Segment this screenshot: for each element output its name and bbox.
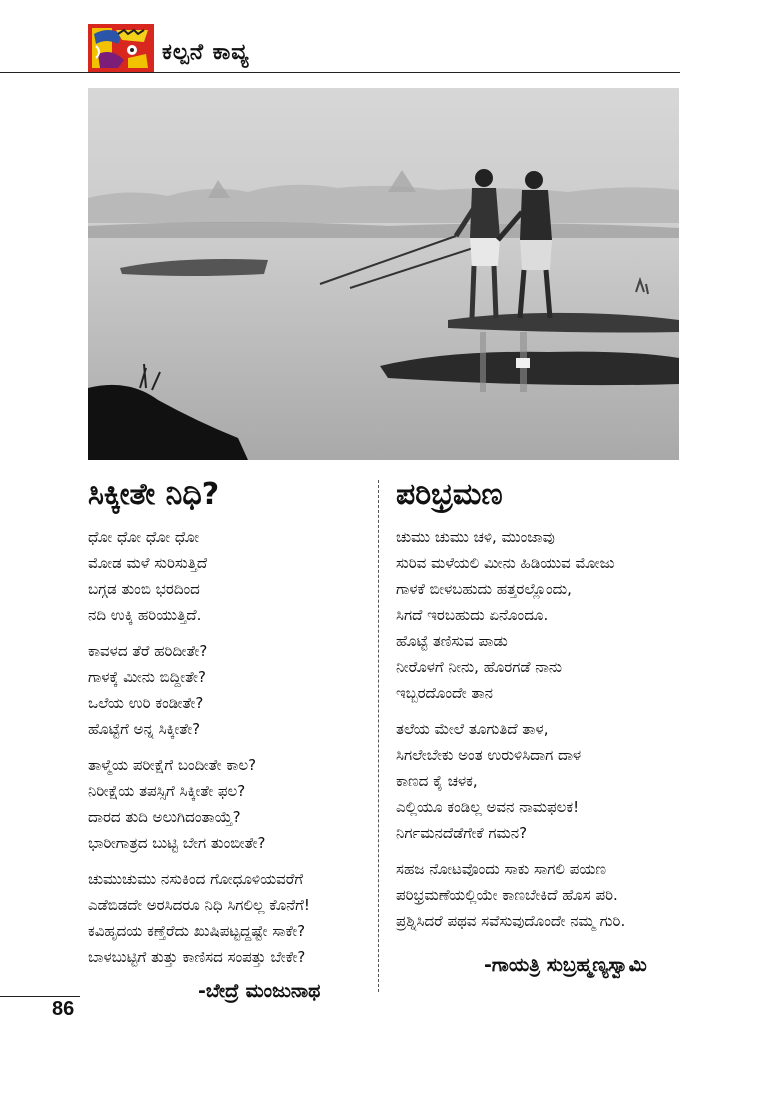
poem-line: ಚುಮುಚುಮು ನಸುಕಿಂದ ಗೋಧೂಳಿಯವರೆಗೆ (88, 870, 304, 888)
stanza (88, 866, 368, 970)
section-title: ಕಲ್ಪನೆ ಕಾವ್ಯ (162, 40, 250, 65)
poem-line: ಸಿಗಲೇಬೇಕು ಅಂತ ಉರುಳಿಸಿದಾಗ ದಾಳ (396, 746, 582, 764)
poem-line: ನಿರ್ಗಮನದೆಡೆಗೇಕೆ ಗಮನ? (396, 824, 528, 842)
stanza (396, 716, 696, 846)
poem-line: ನೀರೊಳಗೆ ನೀನು, ಹೊರಗಡೆ ನಾನು (396, 658, 562, 676)
poem-line: ನಿರೀಕ್ಷೆಯ ತಪಸ್ಸಿಗೆ ಸಿಕ್ಕೀತೇ ಫಲ? (88, 782, 246, 800)
stanza (88, 638, 368, 742)
poem-line: ಸಹಜ ನೋಟವೊಂದು ಸಾಕು ಸಾಗಲಿ ಪಯಣ (396, 860, 607, 878)
poem-line: ಸಿಗದೆ ಇರಬಹುದು ಏನೊಂದೂ. (396, 606, 549, 624)
page-number: 86 (52, 998, 75, 1020)
header-divider (0, 72, 680, 73)
poem-title: ಸಿಕ್ಕೀತೇ ನಿಧಿ? (88, 477, 220, 512)
poem-line: ತಲೆಯ ಮೇಲೆ ತೂಗುತಿದೆ ತಾಳ, (396, 720, 549, 738)
poem-author: -ಗಾಯತ್ರಿ ಸುಬ್ರಹ್ಮಣ್ಯಸ್ವಾಮಿ (484, 954, 647, 976)
poem-line: ದಾರದ ತುದಿ ಅಲುಗಿದಂತಾಯ್ತೆ? (88, 808, 241, 826)
poem-line: ಸುರಿವ ಮಳೆಯಲಿ ಮೀನು ಹಿಡಿಯುವ ಮೋಜು (396, 554, 615, 572)
stanza (396, 856, 696, 934)
poem-line: ಚುಮು ಚುಮು ಚಳಿ, ಮುಂಜಾವು (396, 528, 555, 546)
poem-line: ಧೋ ಧೋ ಧೋ ಧೋ (88, 528, 200, 546)
poem-line: ತಾಳ್ಮೆಯ ಪರೀಕ್ಷೆಗೆ ಬಂದೀತೇ ಕಾಲ? (88, 756, 257, 774)
stanza (88, 524, 368, 628)
stanza (396, 524, 696, 706)
poem-author: -ಬೇದ್ರೆ ಮಂಜುನಾಥ (198, 980, 321, 1002)
fishermen-photo (88, 88, 679, 460)
poem-line: ಭಾರೀಗಾತ್ರದ ಬುಟ್ಟಿ ಬೇಗ ತುಂಬೀತೇ? (88, 834, 266, 852)
poem-line: ಮೋಡ ಮಳೆ ಸುರಿಸುತ್ತಿದೆ (88, 554, 208, 572)
poem-line: ಕಾಣದ ಕೈ ಚಳಕ, (396, 772, 478, 790)
poem-line: ಕವಿಹೃದಯ ಕಣ್ತೆರೆದು ಖುಷಿಪಟ್ಟದ್ದಷ್ಟೇ ಸಾಕೇ? (88, 922, 306, 940)
poem-line: ಇಬ್ಬರದೊಂದೇ ತಾನ (396, 684, 494, 702)
poem-line: ಹೊಟ್ಟೆ ತಣಿಸುವ ಪಾಡು (396, 632, 508, 650)
poem-line: ಕಾವಳದ ತೆರೆ ಹರಿದೀತೇ? (88, 642, 208, 660)
poem-line: ಗಾಳಕೆ ಬೀಳಬಹುದು ಹತ್ತರಲ್ಲೊಂದು, (396, 580, 572, 598)
poem-sikkite-nidhi (88, 476, 368, 1002)
poem-line: ಹೊಟ್ಟೆಗೆ ಅನ್ನ ಸಿಕ್ಕೀತೇ? (88, 720, 201, 738)
stanza (88, 752, 368, 856)
poem-line: ಬಗ್ಗಡ ತುಂಬಿ ಭರದಿಂದ (88, 580, 200, 598)
poem-line: ಎಲ್ಲಿಯೂ ಕಂಡಿಲ್ಲ ಅವನ ನಾಮಫಲಕ! (396, 798, 580, 816)
poem-line: ಒಲೆಯ ಉರಿ ಕಂಡೀತೇ? (88, 694, 204, 712)
footer-divider (0, 996, 80, 997)
section-logo-icon (88, 24, 154, 72)
poem-paribhramana (396, 476, 696, 976)
poem-line: ಬಾಳಬುಟ್ಟಿಗೆ ತುತ್ತು ಕಾಣಿಸದ ಸಂಪತ್ತು ಬೇಕೇ? (88, 948, 306, 966)
poem-line: ನದಿ ಉಕ್ಕಿ ಹರಿಯುತ್ತಿದೆ. (88, 606, 202, 624)
poem-line: ಎಡೆಬಿಡದೇ ಅರಸಿದರೂ ನಿಧಿ ಸಿಗಲಿಲ್ಲ ಕೊನೆಗೆ! (88, 896, 310, 914)
poem-title: ಪರಿಭ್ರಮಣ (396, 477, 503, 512)
poem-line: ಪ್ರಶ್ನಿಸಿದರೆ ಪಥವ ಸವೆಸುವುದೊಂದೇ ನಮ್ಮ ಗುರಿ. (396, 912, 626, 930)
poem-line: ಗಾಳಕ್ಕೆ ಮೀನು ಬಿದ್ದೀತೇ? (88, 668, 206, 686)
column-divider (378, 480, 379, 992)
poem-line: ಪರಿಭ್ರಮಣೆಯಲ್ಲಿಯೇ ಕಾಣಬೇಕಿದೆ ಹೊಸ ಪರಿ. (396, 886, 618, 904)
